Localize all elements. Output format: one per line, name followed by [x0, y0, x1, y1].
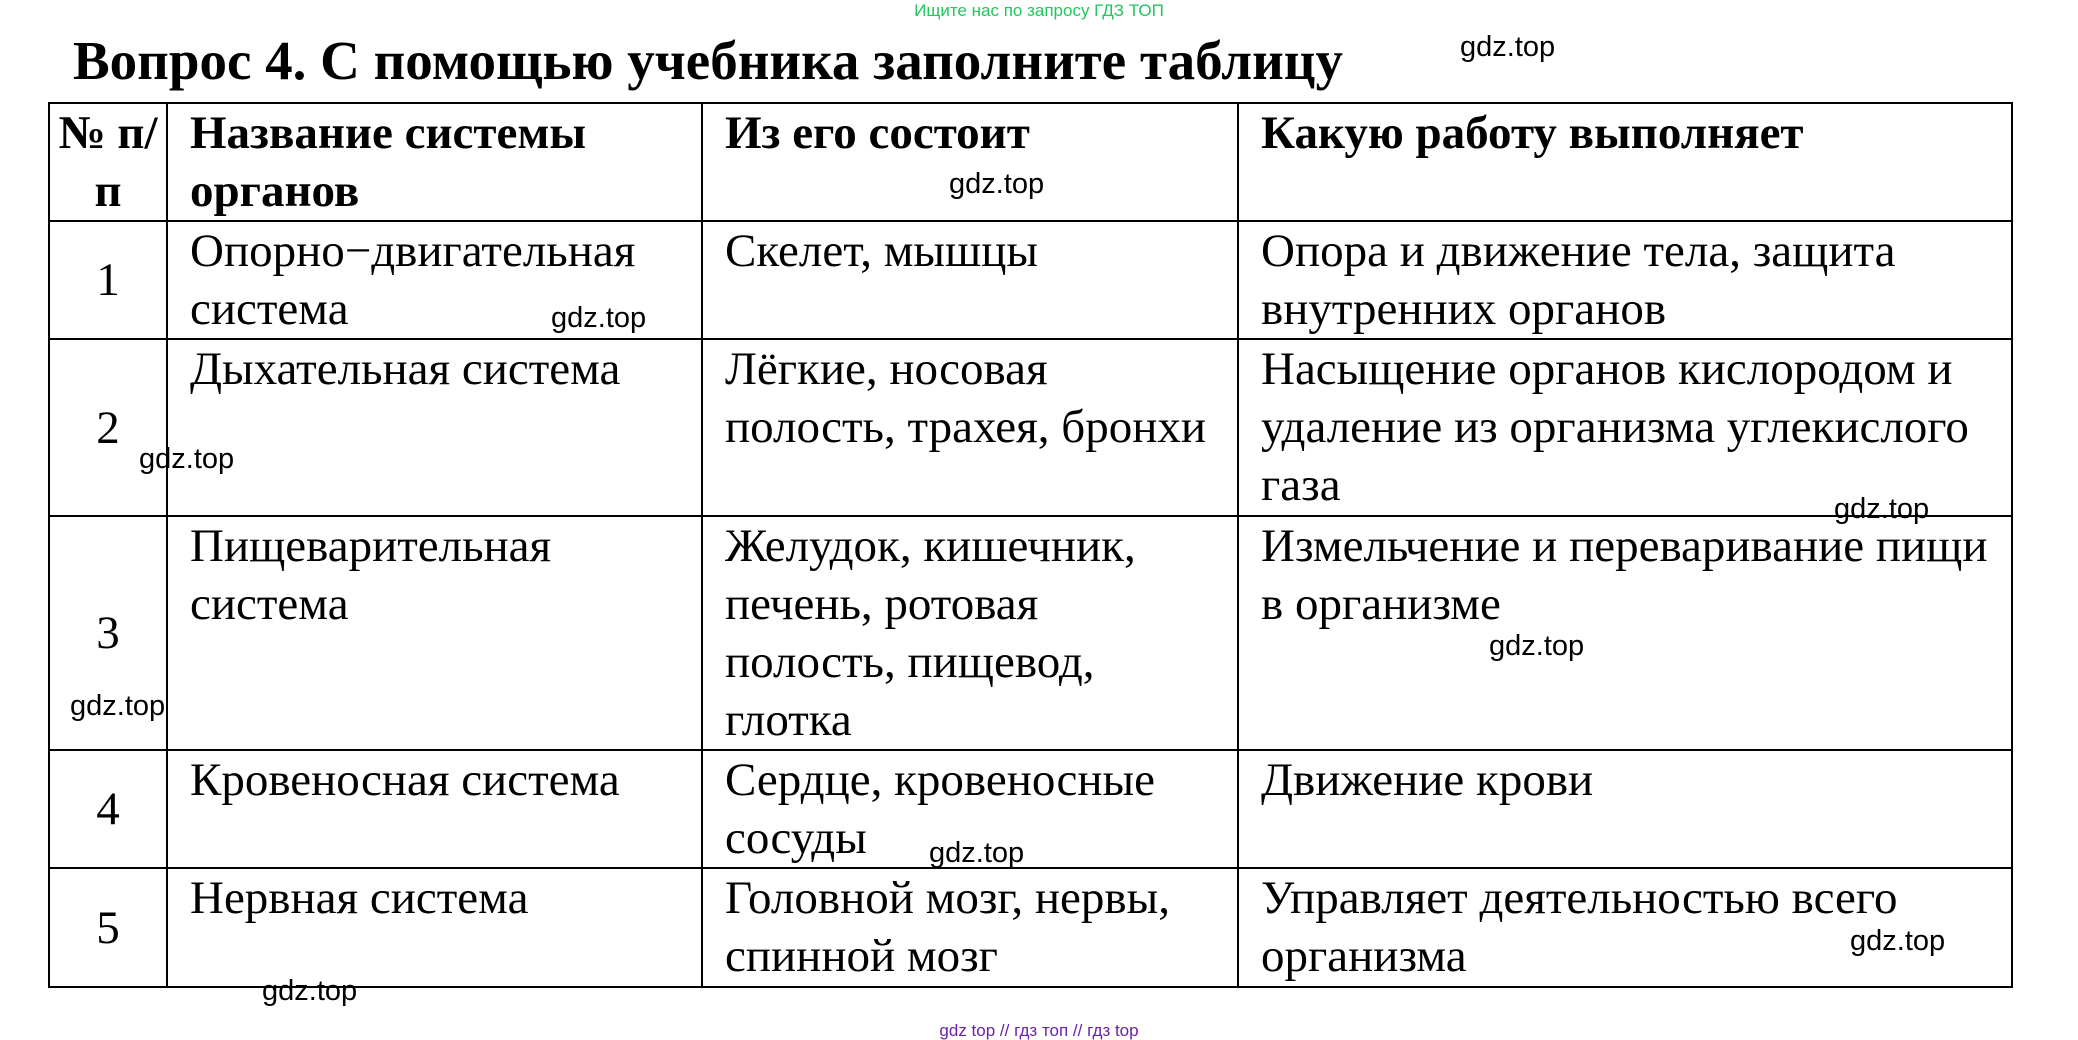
- row-system-name: Пищеварительная система: [167, 516, 702, 750]
- row-consists: Сердце, кровеносные сосуды: [702, 750, 1238, 868]
- row-number: 1: [49, 221, 167, 339]
- row-consists: Лёгкие, носовая полость, трахея, бронхи: [702, 339, 1238, 516]
- row-function: Измельчение и переваривание пищи в организме: [1238, 516, 2012, 750]
- table-header-row: [49, 103, 2012, 221]
- table-row: [49, 339, 2012, 516]
- watermark: gdz.top: [1489, 630, 1585, 662]
- watermark: gdz.top: [262, 975, 358, 1007]
- watermark: gdz.top: [929, 837, 1025, 869]
- footer-links: gdz top // гдз топ // гдз top: [939, 1021, 1139, 1040]
- row-function: Движение крови: [1238, 750, 2012, 868]
- row-number: 4: [49, 750, 167, 868]
- row-consists: Головной мозг, нервы, спинной мозг: [702, 868, 1238, 987]
- table-row: [49, 221, 2012, 339]
- row-system-name: Дыхательная система: [167, 339, 702, 516]
- row-consists: Скелет, мышцы: [702, 221, 1238, 339]
- row-system-name: Опорно−двигательная система: [167, 221, 702, 339]
- table-row: [49, 868, 2012, 987]
- header-number: № п/п: [49, 103, 167, 221]
- watermark: gdz.top: [551, 302, 647, 334]
- table-row: [49, 516, 2012, 750]
- row-function: Насыщение органов кислородом и удаление из организма углекислого газа: [1238, 339, 2012, 516]
- row-function: Опора и движение тела, защита внутренних органов: [1238, 221, 2012, 339]
- row-system-name: Кровеносная система: [167, 750, 702, 868]
- row-system-name: Нервная система: [167, 868, 702, 987]
- row-number: 2: [49, 339, 167, 516]
- top-banner: Ищите нас по запросу ГДЗ ТОП: [914, 1, 1164, 20]
- row-function: Управляет деятельностью всего организма: [1238, 868, 2012, 987]
- header-consists: Из его состоит: [702, 103, 1238, 221]
- header-function: Какую работу выполняет: [1238, 103, 2012, 221]
- header-system-name: Название системы органов: [167, 103, 702, 221]
- row-consists: Желудок, кишечник, печень, ротовая полость, пищевод, глотка: [702, 516, 1238, 750]
- watermark: gdz.top: [139, 443, 235, 475]
- watermark: gdz.top: [1834, 493, 1930, 525]
- watermark: gdz.top: [949, 168, 1045, 200]
- row-number: 3: [49, 516, 167, 750]
- organ-systems-table: [48, 102, 2013, 988]
- row-number: 5: [49, 868, 167, 987]
- page-title: Вопрос 4. С помощью учебника заполните таблицу: [73, 30, 1343, 91]
- watermark: gdz.top: [1460, 31, 1556, 63]
- table-row: [49, 750, 2012, 868]
- watermark: gdz.top: [1850, 925, 1946, 957]
- watermark: gdz.top: [70, 690, 166, 722]
